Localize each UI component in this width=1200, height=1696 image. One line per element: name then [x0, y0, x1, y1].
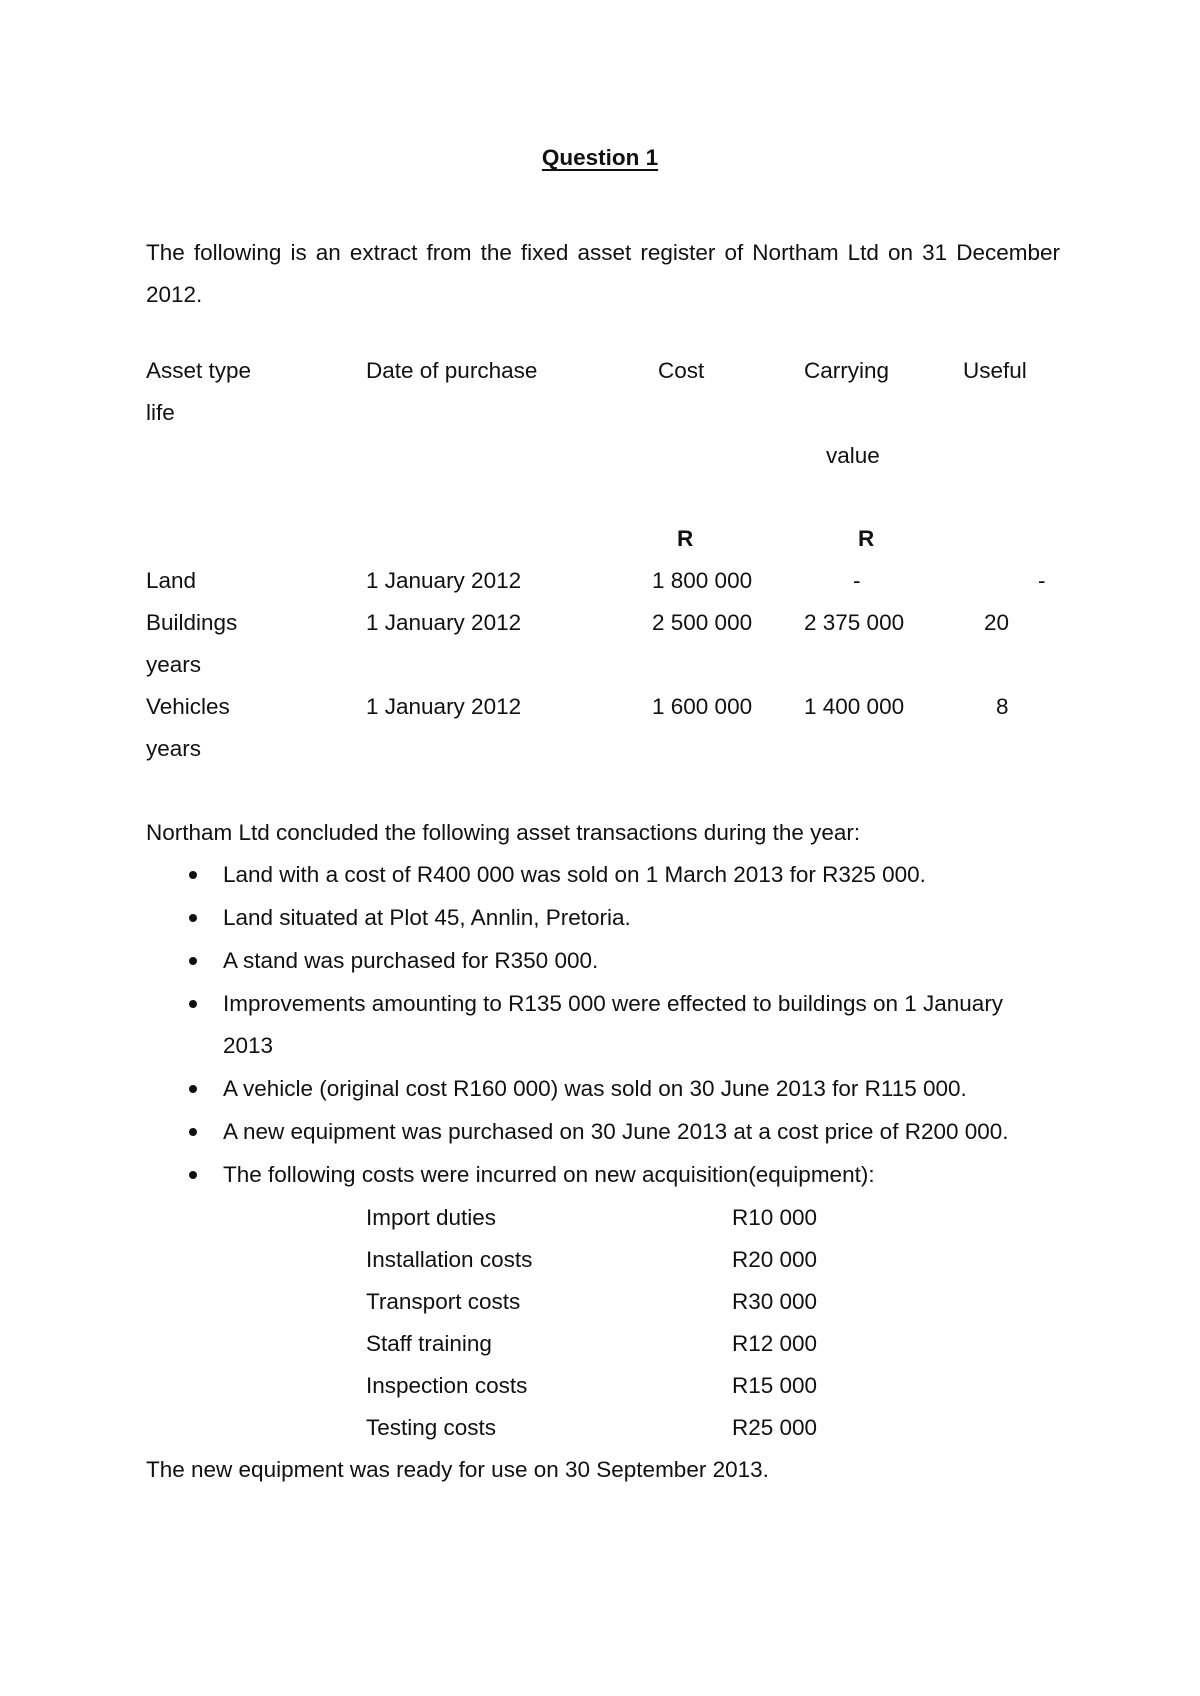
- row-vehicles-carrying: 1 400 000: [804, 694, 905, 719]
- list-item-continuation: 2013: [223, 1033, 274, 1058]
- row-vehicles-useful: 8: [996, 694, 1009, 719]
- row-vehicles-cost: 1 600 000: [652, 694, 753, 719]
- list-item: Improvements amounting to R135 000 were effected to buildings on 1 January: [223, 991, 1004, 1016]
- list-item: The following costs were incurred on new acquisition(equipment):: [223, 1162, 875, 1187]
- row-buildings-cost: 2 500 000: [652, 610, 753, 635]
- row-land-carrying: -: [853, 568, 861, 593]
- row-buildings-date: 1 January 2012: [366, 610, 522, 635]
- bullet-icon: [189, 957, 197, 965]
- row-vehicles-date: 1 January 2012: [366, 694, 522, 719]
- row-land-useful: -: [1038, 568, 1046, 593]
- list-item: A stand was purchased for R350 000.: [223, 948, 599, 973]
- row-vehicles-asset: Vehicles: [146, 694, 230, 719]
- cost-label: Testing costs: [366, 1415, 497, 1440]
- header-useful: Useful: [963, 358, 1027, 383]
- header-cost-unit: R: [677, 526, 694, 551]
- cost-label: Import duties: [366, 1205, 497, 1230]
- header-date-of-purchase: Date of purchase: [366, 358, 538, 383]
- row-buildings-asset: Buildings: [146, 610, 238, 635]
- cost-label: Installation costs: [366, 1247, 533, 1272]
- cost-label: Transport costs: [366, 1289, 521, 1314]
- row-land-asset: Land: [146, 568, 197, 593]
- cost-label: Staff training: [366, 1331, 492, 1356]
- bullet-icon: [189, 1000, 197, 1008]
- cost-amount: R30 000: [732, 1289, 818, 1314]
- transactions-intro: Northam Ltd concluded the following asset transactions during the year:: [146, 820, 861, 845]
- cost-amount: R25 000: [732, 1415, 818, 1440]
- header-carrying: Carrying: [804, 358, 890, 383]
- question-title: Question 1: [541, 145, 659, 170]
- bullet-icon: [189, 1171, 197, 1179]
- header-asset-type: Asset type: [146, 358, 252, 383]
- list-item: A new equipment was purchased on 30 June 2013 at a cost price of R200 000.: [223, 1119, 1009, 1144]
- header-cost: Cost: [658, 358, 705, 383]
- cost-amount: R10 000: [732, 1205, 818, 1230]
- row-land-cost: 1 800 000: [652, 568, 753, 593]
- cost-amount: R15 000: [732, 1373, 818, 1398]
- header-carrying-unit: R: [858, 526, 875, 551]
- list-item: Land with a cost of R400 000 was sold on 1 March 2013 for R325 000.: [223, 862, 926, 887]
- header-life: life: [146, 400, 175, 425]
- cost-label: Inspection costs: [366, 1373, 528, 1398]
- bullet-icon: [189, 914, 197, 922]
- bullet-icon: [189, 1085, 197, 1093]
- cost-amount: R20 000: [732, 1247, 818, 1272]
- intro-paragraph: The following is an extract from the fixed asset register of Northam Ltd on 31 December 2012.: [146, 240, 1060, 307]
- list-item: A vehicle (original cost R160 000) was sold on 30 June 2013 for R115 000.: [223, 1076, 967, 1101]
- header-value: value: [826, 443, 880, 468]
- bullet-icon: [189, 871, 197, 879]
- list-item: Land situated at Plot 45, Annlin, Pretoria.: [223, 905, 631, 930]
- row-buildings-useful: 20: [984, 610, 1010, 635]
- row-buildings-wrap: years: [146, 652, 202, 677]
- row-land-date: 1 January 2012: [366, 568, 522, 593]
- bullet-icon: [189, 1128, 197, 1136]
- cost-amount: R12 000: [732, 1331, 818, 1356]
- row-vehicles-wrap: years: [146, 736, 202, 761]
- closing-sentence: The new equipment was ready for use on 30 September 2013.: [146, 1457, 769, 1482]
- row-buildings-carrying: 2 375 000: [804, 610, 905, 635]
